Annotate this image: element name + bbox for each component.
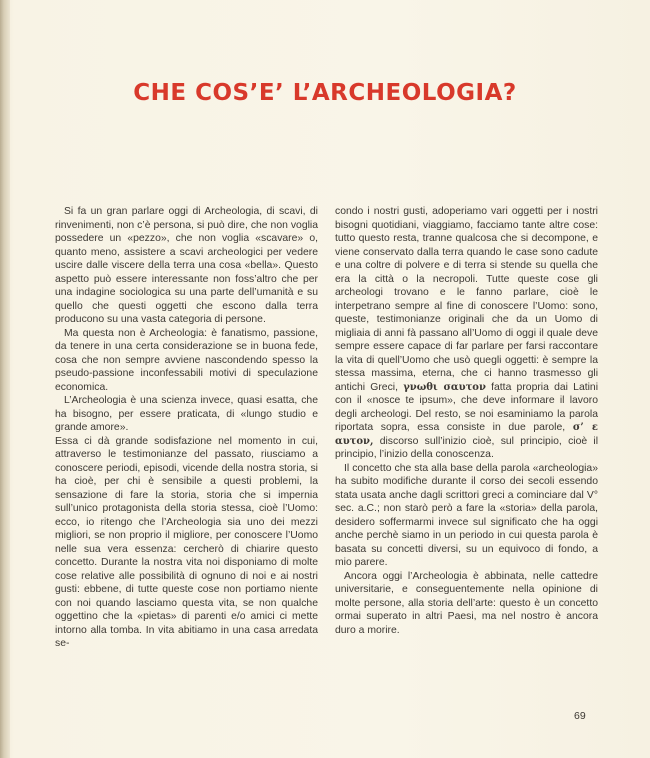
paragraph: L’Archeologia è una scienza invece, quasi esatta, che ha bisogno, per essere praticata, di «lungo studio e grande amore». <box>55 395 318 433</box>
page-number: 69 <box>574 710 586 722</box>
page-spine <box>0 0 10 758</box>
right-column <box>335 205 598 637</box>
left-column <box>55 205 318 651</box>
paragraph <box>335 205 598 462</box>
page-title: CHE COS’E’ L’ARCHEOLOGIA? <box>133 80 517 106</box>
greek-phrase: γνωθι σαυτον <box>403 381 486 393</box>
greek-phrase: σ’ ε αυτον, <box>335 422 599 447</box>
paragraph: Ancora oggi l’Archeologia è abbinata, nelle cattedre universitarie, e conseguentemente nella opinione di molte persone, alla storia dell’arte: questo è un concetto ormai superato in altri Paesi, ma nel nostro è ancora duro a morire. <box>335 570 598 636</box>
paragraph: Essa ci dà grande sodisfazione nel momento in cui, attraverso le testimonianze del passato, riusciamo a conoscere periodi, episodi, vicende della nostra storia, si ha cioè, per chi è sensibile a questi problemi, la sensazione di fare la storia, storia che si impernia sull’unico protagonista della storia stessa, cioè l’Uomo: ecco, io ritengo che l’Archeologia sia uno dei mezzi migliori, se non proprio il migliore, per conoscere l’Uomo nelle sua vera essenza: cercherò di chiarire questo concetto. Durante la nostra vita noi disponiamo di molte cose relative alle possibilità di ognuno di noi e ai nostri gusti: ebbene, di tutte queste cose non portiamo niente con noi quando lasciamo questa vita, se non qualche oggettino che la «pietas» di parenti e/o amici ci mette intorno alla tomba. In vita abitiamo in una casa arredata se- <box>55 435 318 649</box>
paragraph: Si fa un gran parlare oggi di Archeologia, di scavi, di rinvenimenti, non c’è persona, si può dire, che non voglia possedere un «pezzo», che non voglia «scavare» o, quanto meno, assistere a scavi archeologici per vedere uscire dalle viscere della terra una cosa «bella». Questo aspetto può essere interessante non foss’altro che per una indagine sociologica su una parte dell’umanità e su quello che questi oggetti che escono dalla terra producono su una vasta categoria di persone. <box>55 206 318 325</box>
paragraph-text: fatta propria dai Latini con il «nosce te ipsum», che deve informare il lavoro degli archeologi. Del resto, se noi esaminiamo la parola riportata sopra, essa consiste in due parole, <box>335 381 599 433</box>
paragraph-text: discorso sull’inizio cioè, sul principio, cioè il principio, l’inizio della conoscenza. <box>335 435 598 460</box>
paragraph: Il concetto che sta alla base della parola «archeologia» ha subito modifiche durante il corso dei secoli essendo stata usata anche dagli scrittori greci a cominciare dal V° sec. a.C.; non starò però a fare la «storia» della parola, desidero soffermarmi invece sul significato che ha oggi anche perchè siamo in un periodo in cui questa parola è basata su concetti diversi, su un equivoco di fondo, a mio parere. <box>335 462 598 568</box>
paragraph: Ma questa non è Archeologia: è fanatismo, passione, da tenere in una certa considerazione se in buona fede, cosa che non sempre avviene nascondendo spesso la pseudo-passione inconfessabili motivi di speculazione economica. <box>55 327 318 393</box>
paragraph-text: condo i nostri gusti, adoperiamo vari oggetti per i nostri bisogni quotidiani, viaggiamo, facciamo tante altre cose: tutto questo resta, tranne qualcosa che si decompone, e viene conservato dalla terra quando le case sono cadute e una coltre di polvere e di terra si stende su quella che era la città o la necropoli. Tutte queste cose gli archeologi trovano e le fanno parlare, cioè le interpetrano sempre al fine di conoscere l’Uomo: sono, queste, testimonianze originali che da un Uomo di migliaia di anni fà passano all’Uomo di oggi il quale deve sempre essere capace di far parlare per farsi raccontare la vita di quell’Uomo che usò quegli oggetti: è sempre la stessa massima, eterna, che ci hanno trasmesso gli antichi Greci, <box>335 206 598 393</box>
